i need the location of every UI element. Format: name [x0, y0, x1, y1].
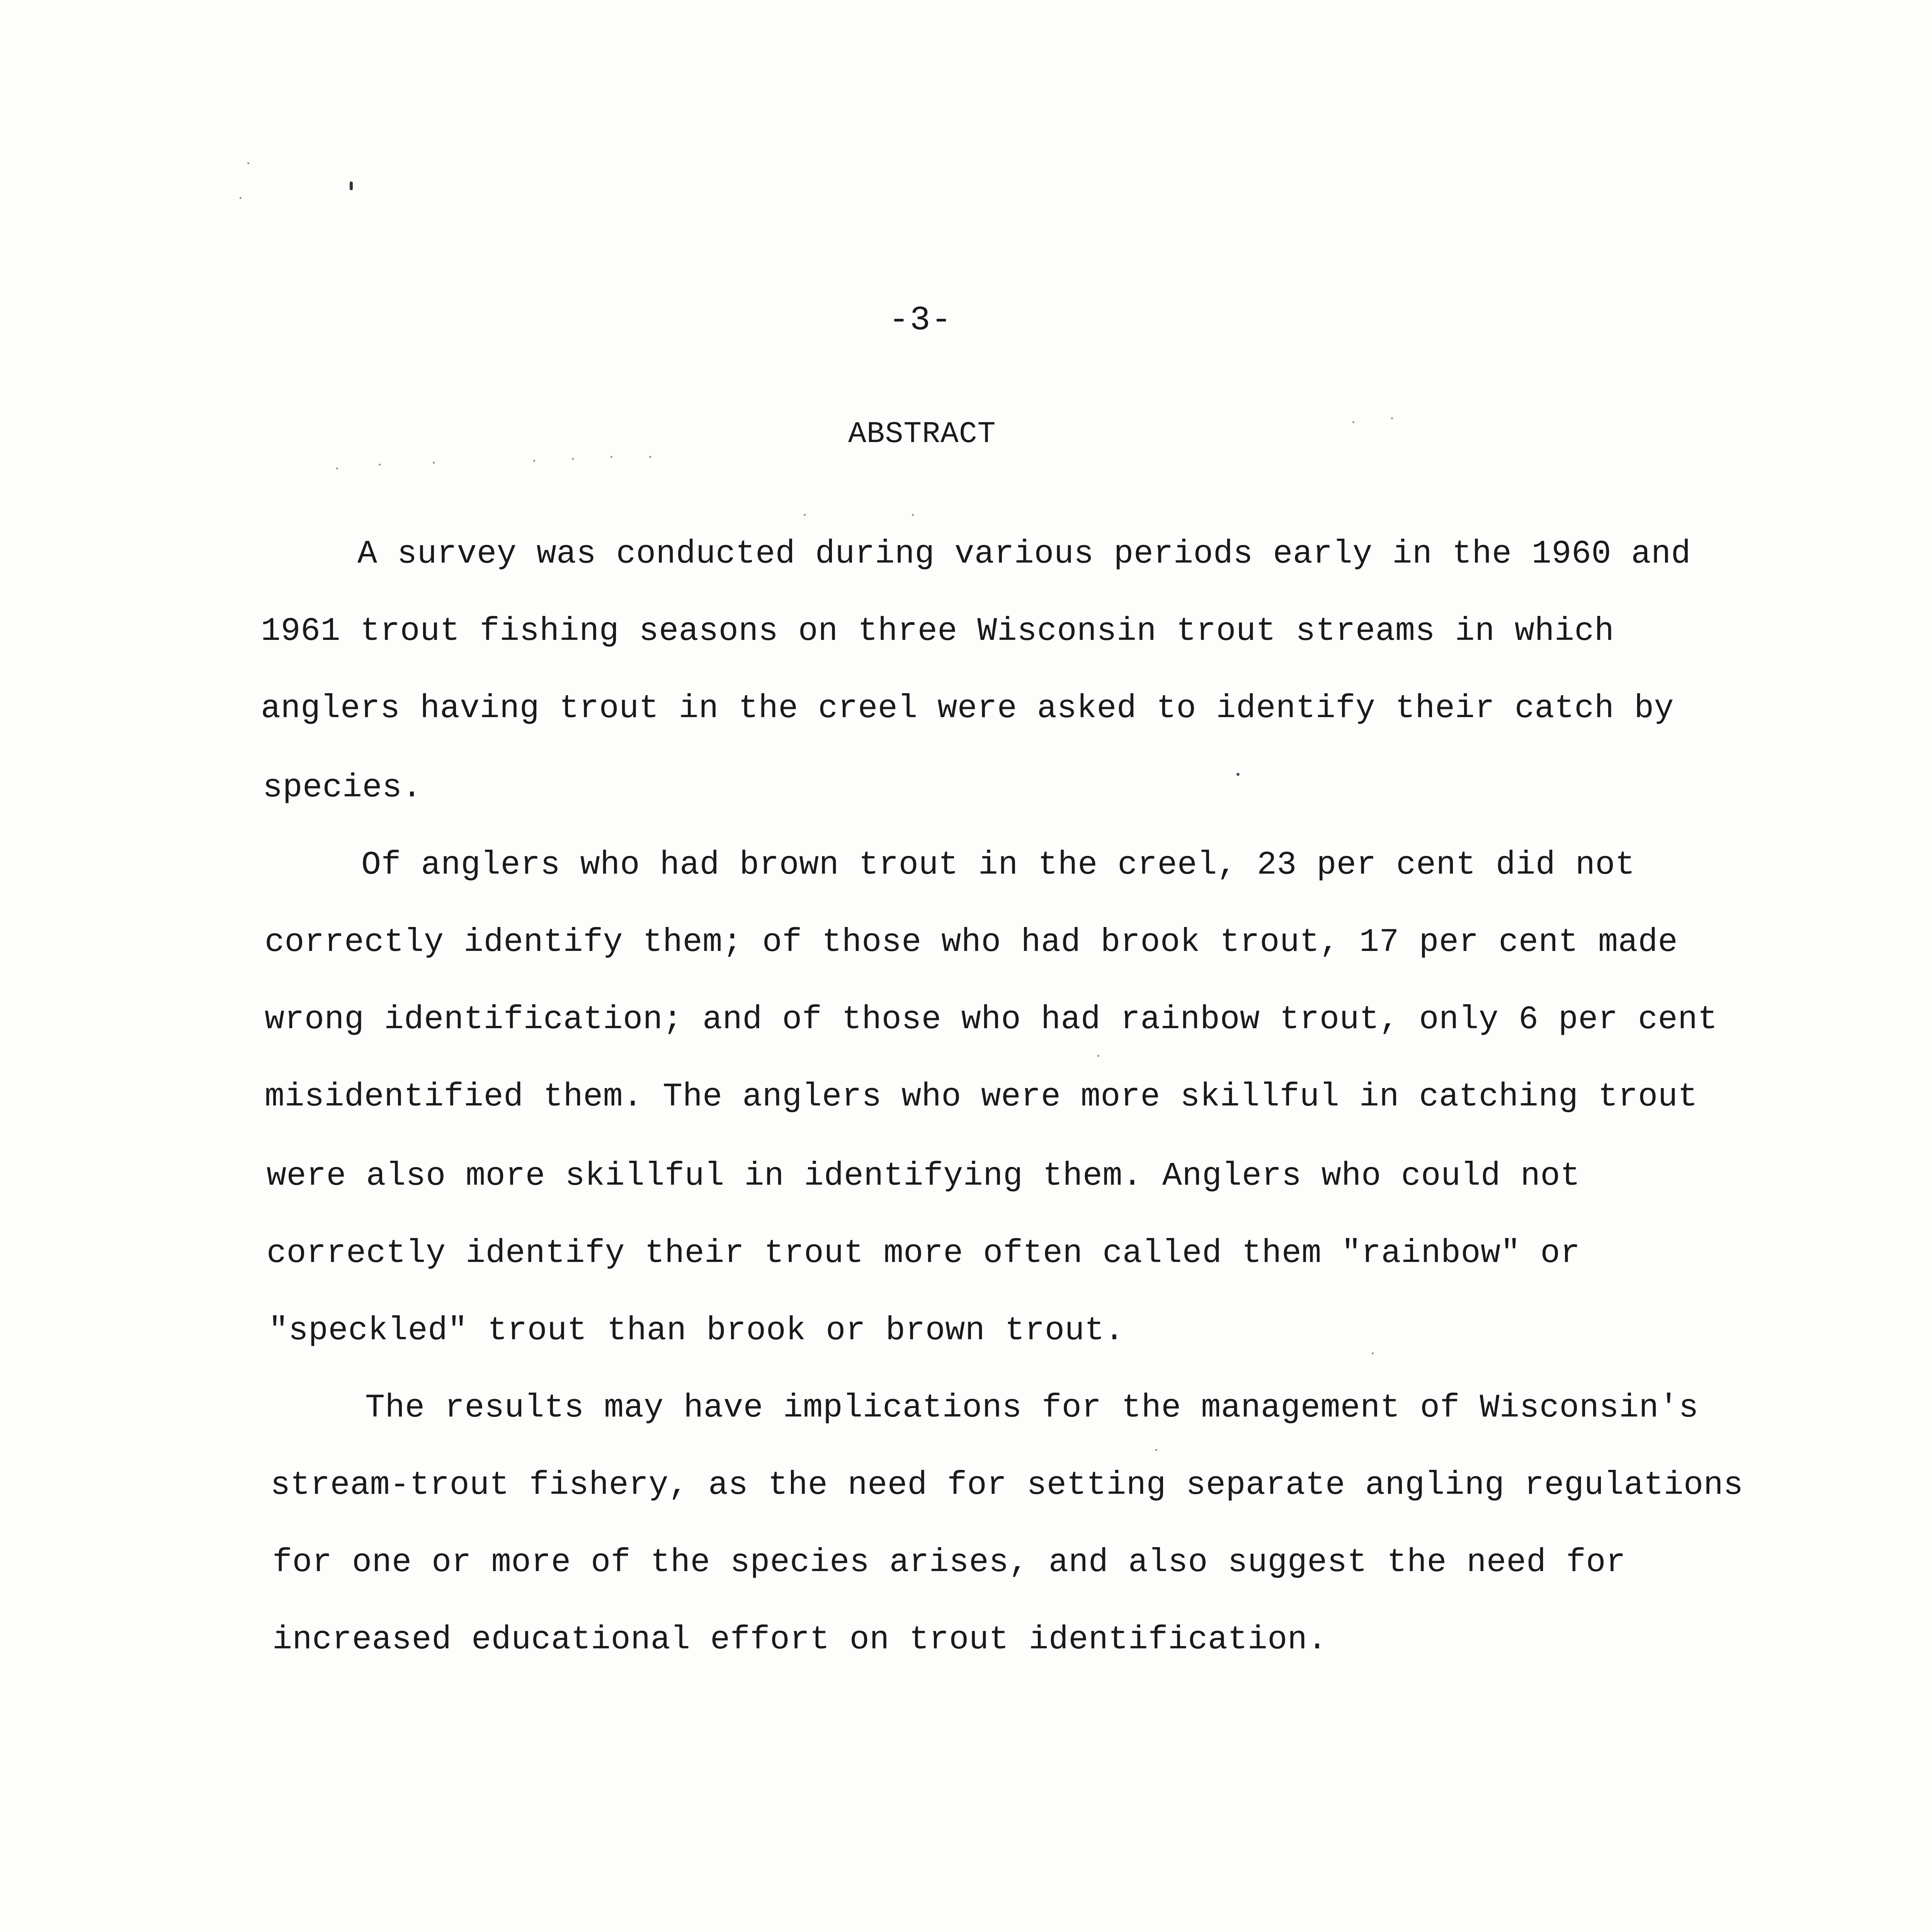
scan-speck [1097, 1055, 1099, 1057]
scan-speck [247, 162, 249, 164]
paragraph-line: Of anglers who had brown trout in the creel, 23 per cent did not [361, 846, 1635, 884]
paragraph-line: species. [263, 769, 422, 806]
abstract-heading: ABSTRACT [848, 417, 996, 451]
paragraph-line: for one or more of the species arises, and also suggest the need for [272, 1544, 1626, 1581]
paragraph-line: anglers having trout in the creel were asked to identify their catch by [261, 690, 1674, 727]
paragraph-line: were also more skillful in identifying them. Anglers who could not [267, 1157, 1580, 1195]
paragraph-line: 1961 trout fishing seasons on three Wisconsin trout streams in which [261, 612, 1614, 650]
paragraph-line: correctly identify them; of those who had brook trout, 17 per cent made [265, 923, 1678, 961]
scan-speck [804, 514, 806, 516]
scan-speck [533, 460, 535, 462]
scan-speck [1372, 1352, 1374, 1354]
scan-speck [912, 514, 914, 516]
scan-speck [1155, 1449, 1157, 1451]
paragraph-line: misidentified them. The anglers who were more skillful in catching trout [265, 1078, 1698, 1116]
paragraph-line: increased educational effort on trout identification. [272, 1621, 1327, 1658]
paragraph-line: A survey was conducted during various periods early in the 1960 and [357, 535, 1691, 573]
paragraph-line: "speckled" trout than brook or brown trout. [269, 1312, 1124, 1349]
scan-speck [649, 456, 651, 458]
paragraph-line: wrong identification; and of those who had rainbow trout, only 6 per cent [265, 1001, 1718, 1038]
paragraph-line: stream-trout fishery, as the need for setting separate angling regulations [270, 1466, 1743, 1504]
paragraph-line: The results may have implications for the management of Wisconsin's [365, 1389, 1699, 1427]
page-number: -3- [889, 301, 952, 340]
scan-speck [240, 197, 242, 199]
scan-speck [572, 458, 574, 460]
scan-speck [1352, 421, 1354, 423]
scan-speck [350, 182, 353, 190]
paragraph-line: correctly identify their trout more often called them "rainbow" or [267, 1235, 1580, 1272]
scan-speck [1391, 417, 1393, 419]
scan-speck [433, 462, 435, 464]
scan-speck [336, 468, 338, 469]
scan-speck [611, 456, 612, 458]
scan-speck [1236, 773, 1240, 776]
scan-speck [379, 464, 381, 466]
